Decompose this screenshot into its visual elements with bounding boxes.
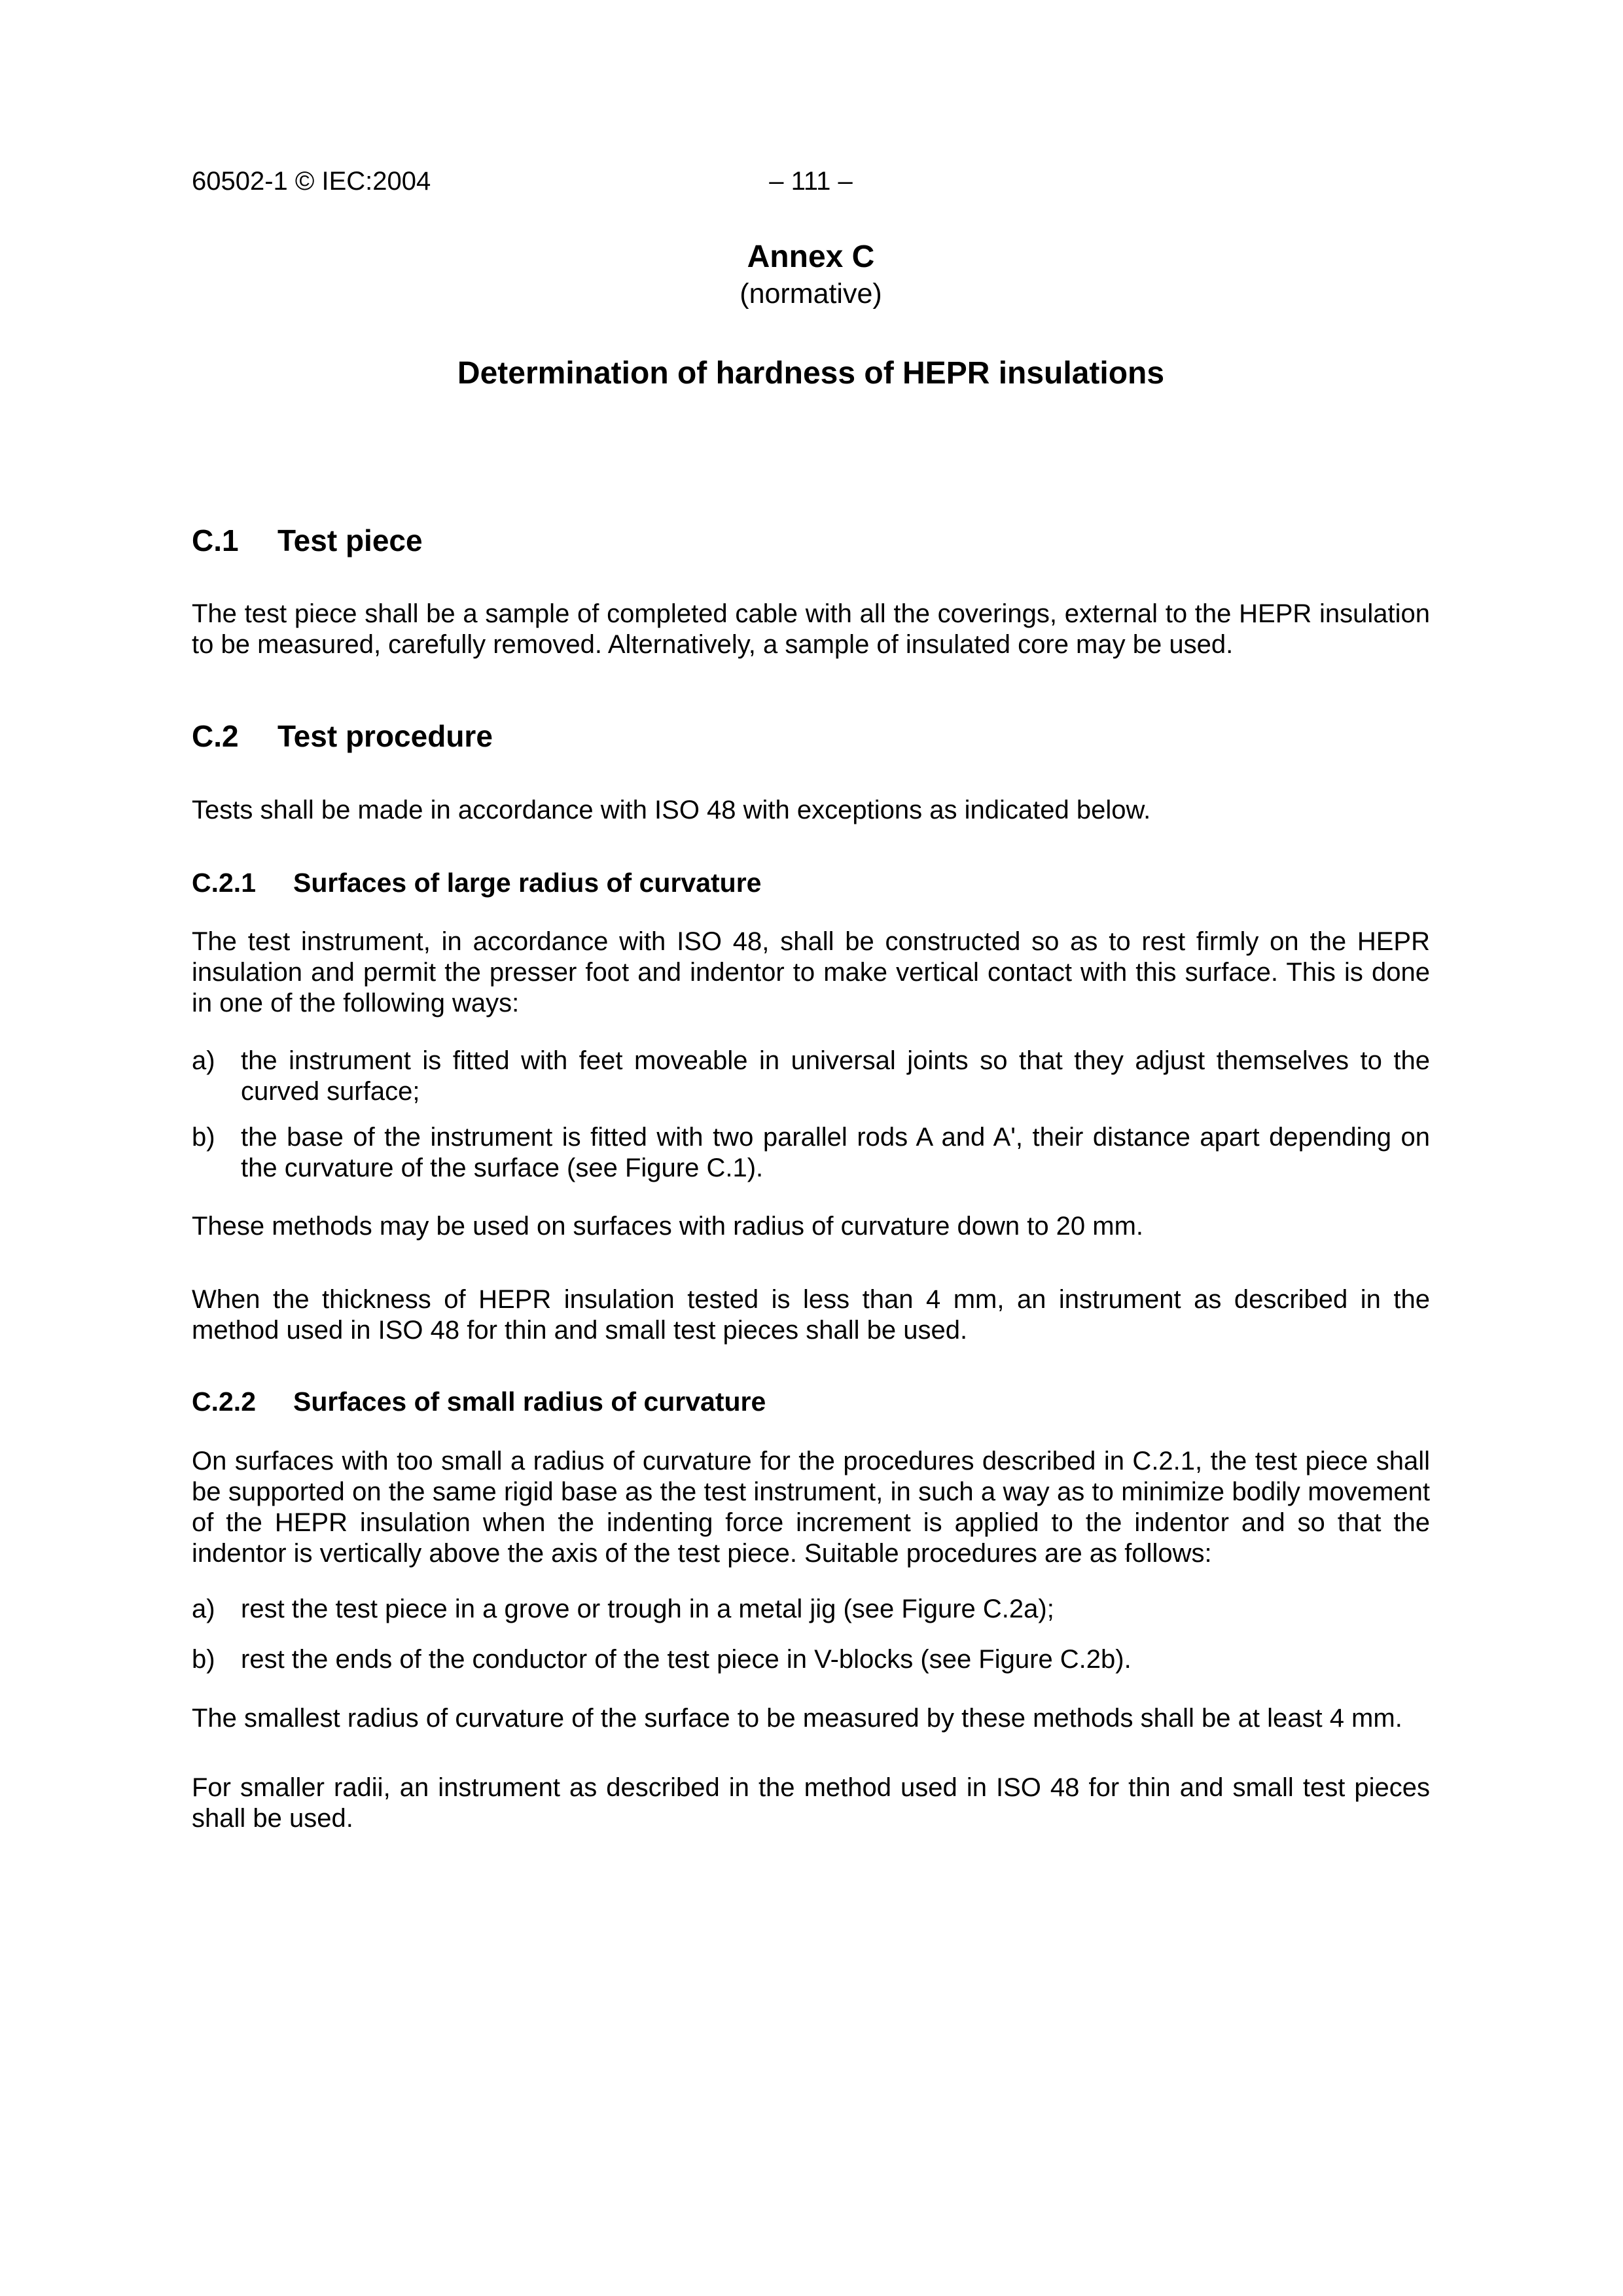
list-item-text: rest the ends of the conductor of the test piece in V-blocks (see Figure C.2b). <box>241 1645 1132 1674</box>
list-item-text: the base of the instrument is fitted with two parallel rods A and A', their distance apart depending on the curvature of the surface (see Figure C.1). <box>241 1123 1430 1182</box>
section-c2-number: C.2 <box>192 719 239 753</box>
annex-status: (normative) <box>740 278 882 309</box>
list-item-text: the instrument is fitted with feet moveable in universal joints so that they adjust themselves to the curved surface; <box>241 1046 1430 1106</box>
section-c21-heading <box>192 867 1430 898</box>
section-c2-title: Test procedure <box>277 719 493 753</box>
page-header <box>192 166 1430 197</box>
section-c21-paragraph-1: The test instrument, in accordance with ISO 48, shall be constructed so as to rest firmly on the HEPR insulation and permit the presser foot and indentor to make vertical contact with this surface. This is done in one of the following ways: <box>192 927 1430 1017</box>
section-c22-paragraph-1: On surfaces with too small a radius of curvature for the procedures described in C.2.1, the test piece shall be supported on the same rigid base as the test instrument, in such a way as to minimize bodily movement of the HEPR insulation when the indenting force increment is applied to the indentor and so that the indentor is vertically above the axis of the test piece. Suitable procedures are as follows: <box>192 1447 1430 1568</box>
section-c22-title: Surfaces of small radius of curvature <box>293 1386 766 1417</box>
list-item-c22-b <box>192 1644 1430 1675</box>
page-number: – 111 – <box>769 167 853 196</box>
document-reference: 60502-1 © IEC:2004 <box>192 167 431 196</box>
section-c22-paragraph-2: The smallest radius of curvature of the surface to be measured by these methods shall be at least 4 mm. <box>192 1704 1402 1733</box>
list-item-c21-b <box>192 1122 1430 1184</box>
section-c2-intro-paragraph: Tests shall be made in accordance with ISO 48 with exceptions as indicated below. <box>192 796 1151 824</box>
list-item-text: rest the test piece in a grove or trough in a metal jig (see Figure C.2a); <box>241 1595 1054 1623</box>
annex-label: Annex C <box>747 239 875 274</box>
list-marker: b) <box>192 1123 215 1152</box>
section-c21-number: C.2.1 <box>192 868 256 898</box>
section-c1-title: Test piece <box>277 523 423 557</box>
section-c2-heading <box>192 718 1430 754</box>
list-item-c21-a <box>192 1046 1430 1107</box>
list-marker: a) <box>192 1046 215 1075</box>
section-c22-heading <box>192 1386 1430 1417</box>
section-c21-title: Surfaces of large radius of curvature <box>293 868 762 898</box>
section-c21-paragraph-2: These methods may be used on surfaces with radius of curvature down to 20 mm. <box>192 1212 1144 1241</box>
list-marker: b) <box>192 1645 215 1674</box>
section-c22-paragraph-3: For smaller radii, an instrument as described in the method used in ISO 48 for thin and small test pieces shall be used. <box>192 1773 1430 1833</box>
section-c1-paragraph: The test piece shall be a sample of completed cable with all the coverings, external to the HEPR insulation to be measured, carefully removed. Alternatively, a sample of insulated core may be used. <box>192 599 1430 659</box>
list-item-c22-a <box>192 1594 1430 1625</box>
section-c22-number: C.2.2 <box>192 1386 256 1417</box>
section-c1-heading <box>192 523 1430 558</box>
section-c21-paragraph-3: When the thickness of HEPR insulation tested is less than 4 mm, an instrument as described in the method used in ISO 48 for thin and small test pieces shall be used. <box>192 1285 1430 1345</box>
annex-title: Determination of hardness of HEPR insulations <box>457 356 1165 391</box>
section-c1-number: C.1 <box>192 523 239 557</box>
list-marker: a) <box>192 1595 215 1623</box>
